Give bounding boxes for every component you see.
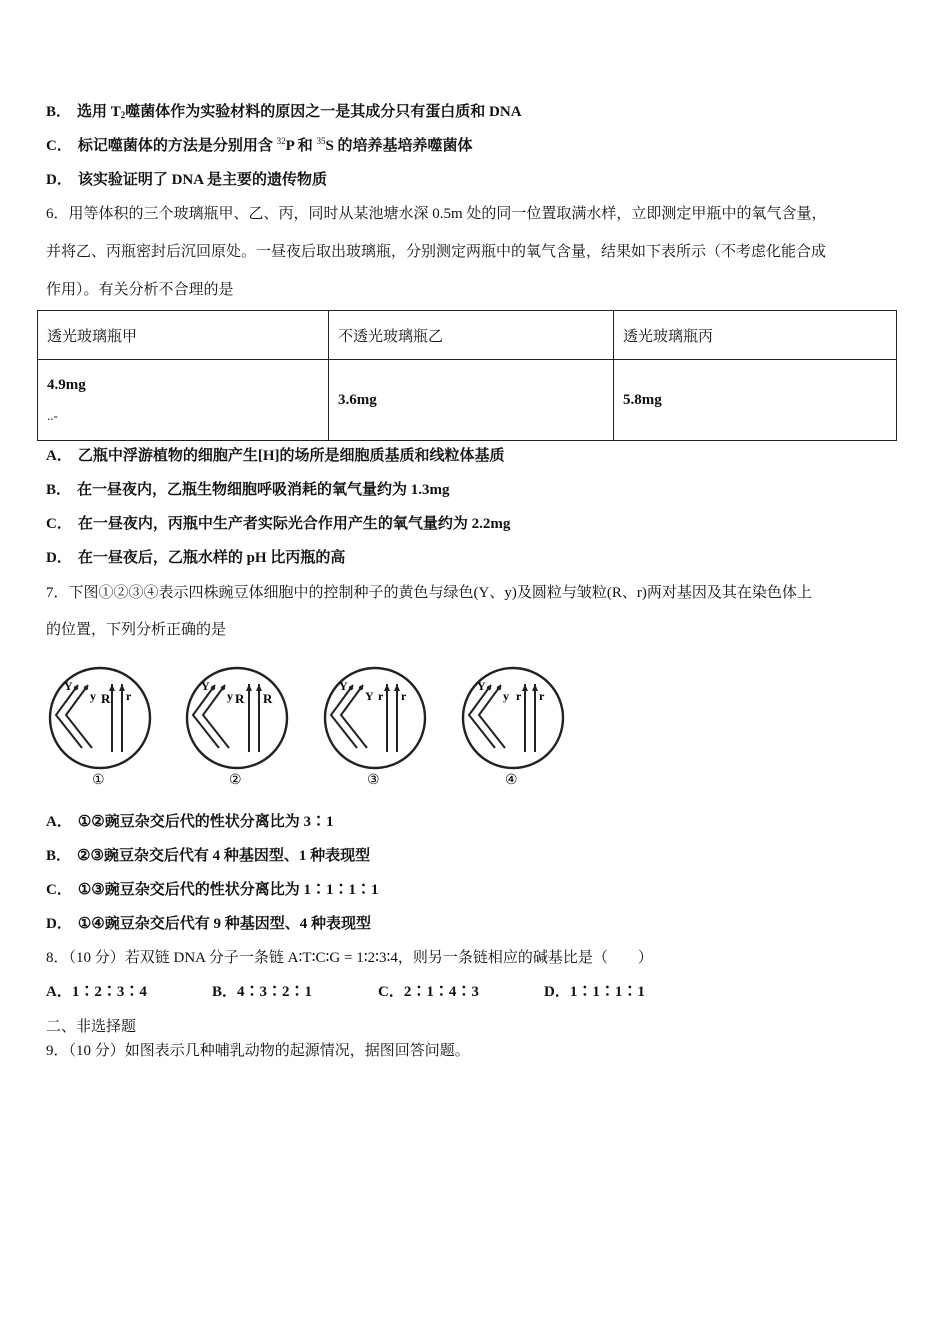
q7-option-d: D． ①④豌豆杂交后代有 9 种基因型、4 种表现型 [46, 916, 371, 932]
q6-option-d: D． 在一昼夜后，乙瓶水样的 pH 比丙瓶的高 [46, 550, 346, 566]
svg-text:Y: Y [339, 679, 348, 693]
q6-option-b: B． 在一昼夜内，乙瓶生物细胞呼吸消耗的氧气量约为 1.3mg [46, 482, 450, 498]
q8-options [46, 982, 710, 1002]
q9-stem: 9．（10 分）如图表示几种哺乳动物的起源情况，据图回答问题。 [46, 1043, 470, 1059]
cell-diagram-1 [50, 668, 150, 788]
oxygen-table [37, 310, 897, 441]
svg-text:r: r [126, 689, 132, 703]
svg-text:①: ① [92, 773, 105, 788]
table-header-row [38, 311, 897, 360]
table-header-cell: 不透光玻璃瓶乙 [329, 311, 614, 360]
svg-text:y: y [227, 689, 233, 703]
q7-stem-line2: 的位置，下列分析正确的是 [46, 622, 227, 638]
q7-option-b: B． ②③豌豆杂交后代有 4 种基因型、1 种表现型 [46, 848, 371, 864]
q6-stem-line2: 并将乙、丙瓶密封后沉回原处。一昼夜后取出玻璃瓶，分别测定两瓶中的氧气含量，结果如下表所示（不考虑化能合成 [46, 244, 827, 260]
cell-diagram-3 [325, 668, 425, 788]
q5-option-c: C． 标记噬菌体的方法是分别用含 $^{32}$P 和 $^{35}$S 的培养基培养噬菌体 [46, 136, 473, 154]
svg-text:③: ③ [367, 773, 380, 788]
q6-stem-line1: 6．用等体积的三个玻璃瓶甲、乙、丙，同时从某池塘水深 0.5m 处的同一位置取满水样，立即测定甲瓶中的氧气含量， [46, 206, 827, 222]
svg-text:②: ② [229, 773, 242, 788]
cell-diagram-2 [187, 668, 287, 788]
table-row [38, 360, 897, 441]
svg-text:R: R [263, 691, 273, 706]
q8-option-b: B．4∶3∶2∶1 [212, 984, 313, 1000]
svg-text:r: r [378, 689, 384, 703]
table-header-cell: 透光玻璃瓶丙 [614, 311, 897, 360]
svg-text:r: r [516, 689, 522, 703]
svg-text:Y: Y [365, 689, 374, 703]
cell-diagram-4 [463, 668, 563, 788]
section-heading: 二、非选择题 [46, 1019, 137, 1035]
q8-option-c: C．2∶1∶4∶3 [378, 984, 479, 1000]
q6-stem-line3: 作用）。有关分析不合理的是 [46, 282, 234, 298]
q8-number: 8． [46, 950, 69, 966]
chromosome-figure [46, 650, 568, 790]
svg-text:R: R [235, 691, 245, 706]
svg-text:Y: Y [64, 679, 73, 693]
svg-text:y: y [90, 689, 96, 703]
svg-text:r: r [401, 689, 407, 703]
table-header-cell: 透光玻璃瓶甲 [38, 311, 329, 360]
q9-number: 9． [46, 1043, 69, 1059]
q5-option-d: D． 该实验证明了 DNA 是主要的遗传物质 [46, 172, 328, 188]
table-cell: 5.8mg [614, 360, 897, 441]
svg-text:r: r [539, 689, 545, 703]
svg-text:④: ④ [505, 773, 518, 788]
q7-option-a: A． ①②豌豆杂交后代的性状分离比为 3∶1 [46, 814, 334, 830]
q8-stem: 8．（10 分）若双链 DNA 分子一条链 A∶T∶C∶G = 1∶2∶3∶4，则另一条链相应的碱基比是（ ） [46, 950, 653, 966]
q7-option-c: C． ①③豌豆杂交后代的性状分离比为 1∶1∶1∶1 [46, 882, 379, 898]
q5-option-b: B． 选用 $T_2$噬菌体作为实验材料的原因之一是其成分只有蛋白质和 DNA [46, 104, 522, 120]
table-artifact: ..- [47, 407, 58, 423]
svg-text:Y: Y [477, 679, 486, 693]
q6-number: 6． [46, 206, 69, 222]
svg-text:R: R [101, 691, 111, 706]
table-cell: 4.9mg ..- [38, 360, 329, 441]
q8-option-d: D．1∶1∶1∶1 [544, 984, 645, 1000]
svg-text:y: y [503, 689, 509, 703]
svg-text:Y: Y [201, 679, 210, 693]
q7-stem-line1: 7．下图①②③④表示四株豌豆体细胞中的控制种子的黄色与绿色(Y、y)及圆粒与皱粒(R、r)两对基因及其在染色体上 [46, 585, 812, 601]
q8-option-a: A．1∶2∶3∶4 [46, 984, 147, 1000]
table-cell: 3.6mg [329, 360, 614, 441]
q7-number: 7． [46, 585, 69, 601]
q6-option-c: C． 在一昼夜内，丙瓶中生产者实际光合作用产生的氧气量约为 2.2mg [46, 516, 511, 532]
q6-option-a: A． 乙瓶中浮游植物的细胞产生[H]的场所是细胞质基质和线粒体基质 [46, 448, 505, 464]
